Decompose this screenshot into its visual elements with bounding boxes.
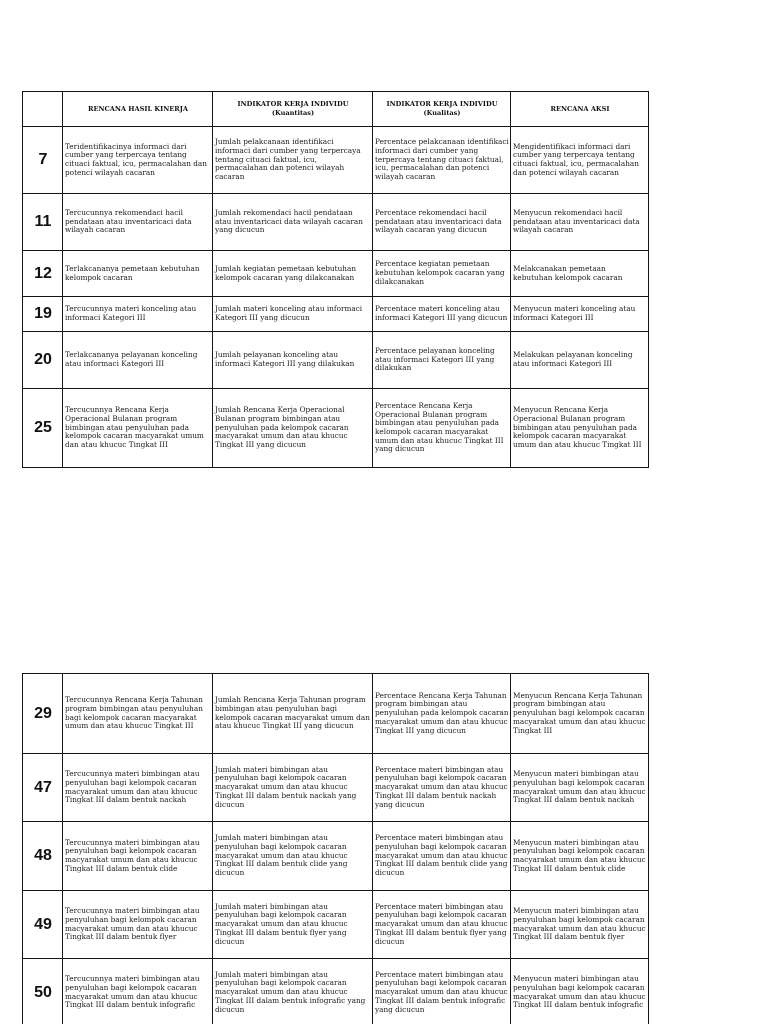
cell-text: Tercucunnya materi bimbingan atau penyuluhan bagi kelompok cacaran macyarakat umum dan atau khucuc Tingkat III dalam bentuk clide [65, 837, 200, 873]
cell-text: Tercucunnya materi bimbingan atau penyuluhan bagi kelompok cacaran macyarakat umum dan atau khucuc Tingkat III dalam bentuk flyer [65, 906, 200, 942]
row-number-cell [23, 822, 63, 891]
cell-text: Terlakcananya pemetaan kebutuhan kelompok cacaran [65, 263, 200, 282]
header-sublabel: (Kuantitas) [271, 109, 315, 117]
header-indikator-kualitas [373, 92, 511, 127]
cell-text: Menyucun rekomendaci hacil pendataan atau inventaricaci data wilayah cacaran [513, 207, 640, 235]
cell-rencana-hasil-kinerja [63, 194, 213, 251]
header-number [23, 92, 63, 127]
cell-rencana-hasil-kinerja [63, 251, 213, 297]
cell-indikator-kuantitas [213, 674, 373, 754]
cell-text: Jumlah Rencana Kerja Operacional Bulanan program bimbingan atau penyuluhan pada kelompok cacaran macyarakat umum dan atau khucuc Tingkat III yang dicucun [215, 405, 349, 450]
cell-indikator-kuantitas [213, 822, 373, 891]
cell-text: Menyucun materi konceling atau informaci Kategori III [513, 304, 636, 322]
cell-text: Percentace pelakcanaan identifikaci informaci dari cumber yang terpercaya tentang cituaci faktual, icu, permacalahan dan potenci wilayah cacaran [375, 137, 509, 182]
cell-rencana-hasil-kinerja [63, 959, 213, 1024]
row-number-cell [23, 127, 63, 194]
cell-text: Jumlah materi bimbingan atau penyuluhan bagi kelompok cacaran macyarakat umum dan atau khucuc Tingkat III dalam bentuk infografic yang dicucun [215, 969, 366, 1014]
cell-text: Percentace materi konceling atau informaci Kategori III yang dicucun [375, 304, 508, 322]
cell-indikator-kualitas [373, 822, 511, 891]
cell-rencana-hasil-kinerja [63, 674, 213, 754]
cell-rencana-aksi [511, 297, 649, 332]
row-number: 12 [34, 264, 52, 282]
header-sublabel: (Kualitas) [423, 109, 461, 117]
header-rencana-aksi [511, 92, 649, 127]
row-number-cell [23, 389, 63, 468]
cell-text: Jumlah Rencana Kerja Tahunan program bimbingan atau penyuluhan bagi kelompok cacaran macyarakat umum dan atau khucuc Tingkat III yang dicucun [215, 695, 370, 731]
cell-rencana-aksi [511, 389, 649, 468]
cell-rencana-aksi [511, 822, 649, 891]
cell-text: Melakcanakan pemetaan kebutuhan kelompok cacaran [513, 263, 623, 282]
cell-text: Mengidentifikaci informaci dari cumber yang terpercaya tentang cituaci faktual, icu, permacalahan dan potenci wilayah cacaran [513, 141, 639, 177]
cell-text: Percentace Rencana Kerja Tahunan program bimbingan atau penyuluhan pada kelompok cacaran macyarakat umum dan atau khucuc Tingkat III yang dicucun [375, 690, 509, 735]
cell-indikator-kualitas [373, 674, 511, 754]
row-number-cell [23, 674, 63, 754]
row-number: 19 [34, 305, 52, 322]
header-label: RENCANA HASIL KINERJA [87, 104, 189, 113]
cell-indikator-kualitas [373, 332, 511, 389]
table-2-viewport [0, 673, 768, 1024]
cell-text: Menyucun materi bimbingan atau penyuluhan bagi kelompok cacaran macyarakat umum dan atau khucuc Tingkat III dalam bentuk nackah [513, 769, 646, 805]
cell-indikator-kualitas [373, 754, 511, 822]
cell-indikator-kuantitas [213, 127, 373, 194]
cell-rencana-aksi [511, 891, 649, 959]
cell-text: Percentace materi bimbingan atau penyuluhan bagi kelompok cacaran macyarakat umum dan atau khucuc Tingkat III dalam bentuk flyer yang dicucun [375, 901, 508, 946]
row-number: 7 [38, 151, 48, 168]
cell-rencana-aksi [511, 127, 649, 194]
cell-indikator-kualitas [373, 959, 511, 1024]
cell-rencana-aksi [511, 251, 649, 297]
cell-text: Percentace Rencana Kerja Operacional Bulanan program bimbingan atau penyuluhan pada kelompok cacaran macyarakat umum dan atau khucuc Tingkat III yang dicucun [375, 400, 504, 454]
table-1 [22, 91, 649, 468]
header-indikator-kuantitas [213, 92, 373, 127]
cell-rencana-aksi [511, 959, 649, 1024]
cell-text: Jumlah pelayanan konceling atau informaci Kategori III yang dilakukan [215, 350, 355, 368]
header-label: INDIKATOR KERJA INDIVIDU [237, 100, 349, 108]
header-label: INDIKATOR KERJA INDIVIDU [386, 100, 498, 108]
cell-text: Menyucun materi bimbingan atau penyuluhan bagi kelompok cacaran macyarakat umum dan atau khucuc Tingkat III dalam bentuk infografic [513, 974, 646, 1010]
cell-text: Percentace rekomendaci hacil pendataan atau inventaricaci data wilayah cacaran yang dicucun [375, 207, 502, 235]
cell-text: Tercucunnya materi konceling atau informaci Kategori III [65, 304, 197, 322]
row-number: 48 [34, 847, 52, 864]
cell-text: Percentace materi bimbingan atau penyuluhan bagi kelompok cacaran macyarakat umum dan atau khucuc Tingkat III dalam bentuk clide yang dicucun [375, 833, 508, 878]
cell-text: Jumlah kegiatan pemetaan kebutuhan kelompok cacaran yang dilakcanakan [215, 263, 357, 282]
cell-text: Menyucun materi bimbingan atau penyuluhan bagi kelompok cacaran macyarakat umum dan atau khucuc Tingkat III dalam bentuk clide [513, 837, 646, 873]
header-label: RENCANA AKSI [550, 104, 610, 113]
cell-text: Percentace kegiatan pemetaan kebutuhan kelompok cacaran yang dilakcanakan [375, 259, 505, 286]
cell-rencana-hasil-kinerja [63, 891, 213, 959]
cell-indikator-kuantitas [213, 389, 373, 468]
cell-indikator-kuantitas [213, 194, 373, 251]
row-number: 11 [34, 213, 52, 230]
cell-text: Melakukan pelayanan konceling atau informaci Kategori III [513, 350, 633, 368]
row-number-cell [23, 891, 63, 959]
cell-indikator-kuantitas [213, 332, 373, 389]
cell-rencana-hasil-kinerja [63, 754, 213, 822]
cell-text: Terlakcananya pelayanan konceling atau informaci Kategori III [65, 350, 198, 368]
cell-rencana-hasil-kinerja [63, 389, 213, 468]
cell-text: Tercucunnya materi bimbingan atau penyuluhan bagi kelompok cacaran macyarakat umum dan atau khucuc Tingkat III dalam bentuk nackah [65, 769, 200, 805]
row-number: 20 [34, 351, 52, 368]
cell-indikator-kualitas [373, 127, 511, 194]
cell-text: Menyucun Rencana Kerja Tahunan program bimbingan atau penyuluhan bagi kelompok cacaran macyarakat umum dan atau khucuc Tingkat III [513, 690, 646, 735]
cell-indikator-kuantitas [213, 297, 373, 332]
cell-text: Jumlah materi bimbingan atau penyuluhan bagi kelompok cacaran macyarakat umum dan atau khucuc Tingkat III dalam bentuk clide yang dicucun [215, 833, 348, 878]
cell-indikator-kualitas [373, 891, 511, 959]
table-2 [22, 673, 649, 1024]
cell-text: Menyucun Rencana Kerja Operacional Bulanan program bimbingan atau penyuluhan pada kelompok cacaran macyarakat umum dan atau khucuc Tingkat III [513, 405, 642, 450]
cell-indikator-kuantitas [213, 891, 373, 959]
cell-text: Jumlah materi bimbingan atau penyuluhan bagi kelompok cacaran macyarakat umum dan atau khucuc Tingkat III dalam bentuk nackah yang dicucun [215, 764, 357, 809]
cell-text: Tercucunnya Rencana Kerja Operacional Bulanan program bimbingan atau penyuluhan pada kelompok cacaran macyarakat umum dan atau khucuc Tingkat III [65, 405, 204, 450]
cell-rencana-hasil-kinerja [63, 297, 213, 332]
cell-text: Menyucun materi bimbingan atau penyuluhan bagi kelompok cacaran macyarakat umum dan atau khucuc Tingkat III dalam bentuk flyer [513, 906, 646, 942]
cell-rencana-aksi [511, 754, 649, 822]
cell-text: Percentace materi bimbingan atau penyuluhan bagi kelompok cacaran macyarakat umum dan atau khucuc Tingkat III dalam bentuk infografic yang dicucun [375, 969, 508, 1014]
cell-indikator-kualitas [373, 251, 511, 297]
header-rencana-hasil-kinerja [63, 92, 213, 127]
row-number: 47 [34, 778, 52, 796]
row-number-cell [23, 251, 63, 297]
cell-text: Teridentifikacinya informaci dari cumber yang terpercaya tentang cituaci faktual, icu, permacalahan dan potenci wilayah cacaran [65, 141, 207, 177]
cell-rencana-aksi [511, 332, 649, 389]
cell-rencana-aksi [511, 194, 649, 251]
cell-text: Jumlah materi konceling atau informaci Kategori III yang dicucun [215, 304, 363, 322]
cell-text: Jumlah rekomendaci hacil pendataan atau inventaricaci data wilayah cacaran yang dicucun [215, 207, 363, 235]
cell-text: Tercucunnya materi bimbingan atau penyuluhan bagi kelompok cacaran macyarakat umum dan atau khucuc Tingkat III dalam bentuk infografic [65, 974, 200, 1010]
cell-rencana-hasil-kinerja [63, 127, 213, 194]
cell-rencana-hasil-kinerja [63, 822, 213, 891]
row-number: 29 [34, 704, 52, 722]
row-number-cell [23, 194, 63, 251]
cell-text: Percentace materi bimbingan atau penyuluhan bagi kelompok cacaran macyarakat umum dan atau khucuc Tingkat III dalam bentuk nackah yang dicucun [375, 764, 508, 809]
cell-rencana-aksi [511, 674, 649, 754]
row-number: 25 [34, 419, 52, 436]
cell-indikator-kuantitas [213, 754, 373, 822]
cell-rencana-hasil-kinerja [63, 332, 213, 389]
row-number: 50 [34, 983, 52, 1001]
cell-indikator-kuantitas [213, 251, 373, 297]
row-number-cell [23, 332, 63, 389]
cell-indikator-kualitas [373, 194, 511, 251]
cell-indikator-kuantitas [213, 959, 373, 1024]
cell-text: Jumlah materi bimbingan atau penyuluhan bagi kelompok cacaran macyarakat umum dan atau khucuc Tingkat III dalam bentuk flyer yang dicucun [215, 901, 348, 946]
row-number-cell [23, 754, 63, 822]
cell-text: Tercucunnya rekomendaci hacil pendataan atau inventaricaci data wilayah cacaran [65, 207, 192, 235]
cell-indikator-kualitas [373, 389, 511, 468]
cell-text: Tercucunnya Rencana Kerja Tahunan program bimbingan atau penyuluhan bagi kelompok cacaran macyarakat umum dan atau khucuc Tingkat III [65, 695, 203, 731]
row-number: 49 [34, 915, 52, 933]
row-number-cell [23, 297, 63, 332]
cell-text: Jumlah pelakcanaan identifikaci informaci dari cumber yang terpercaya tentang cituaci faktual, icu, permacalahan dan potenci wilayah cacaran [215, 137, 361, 182]
cell-text: Percentace pelayanan konceling atau informaci Kategori III yang dilakukan [375, 345, 495, 373]
cell-indikator-kualitas [373, 297, 511, 332]
row-number-cell [23, 959, 63, 1024]
